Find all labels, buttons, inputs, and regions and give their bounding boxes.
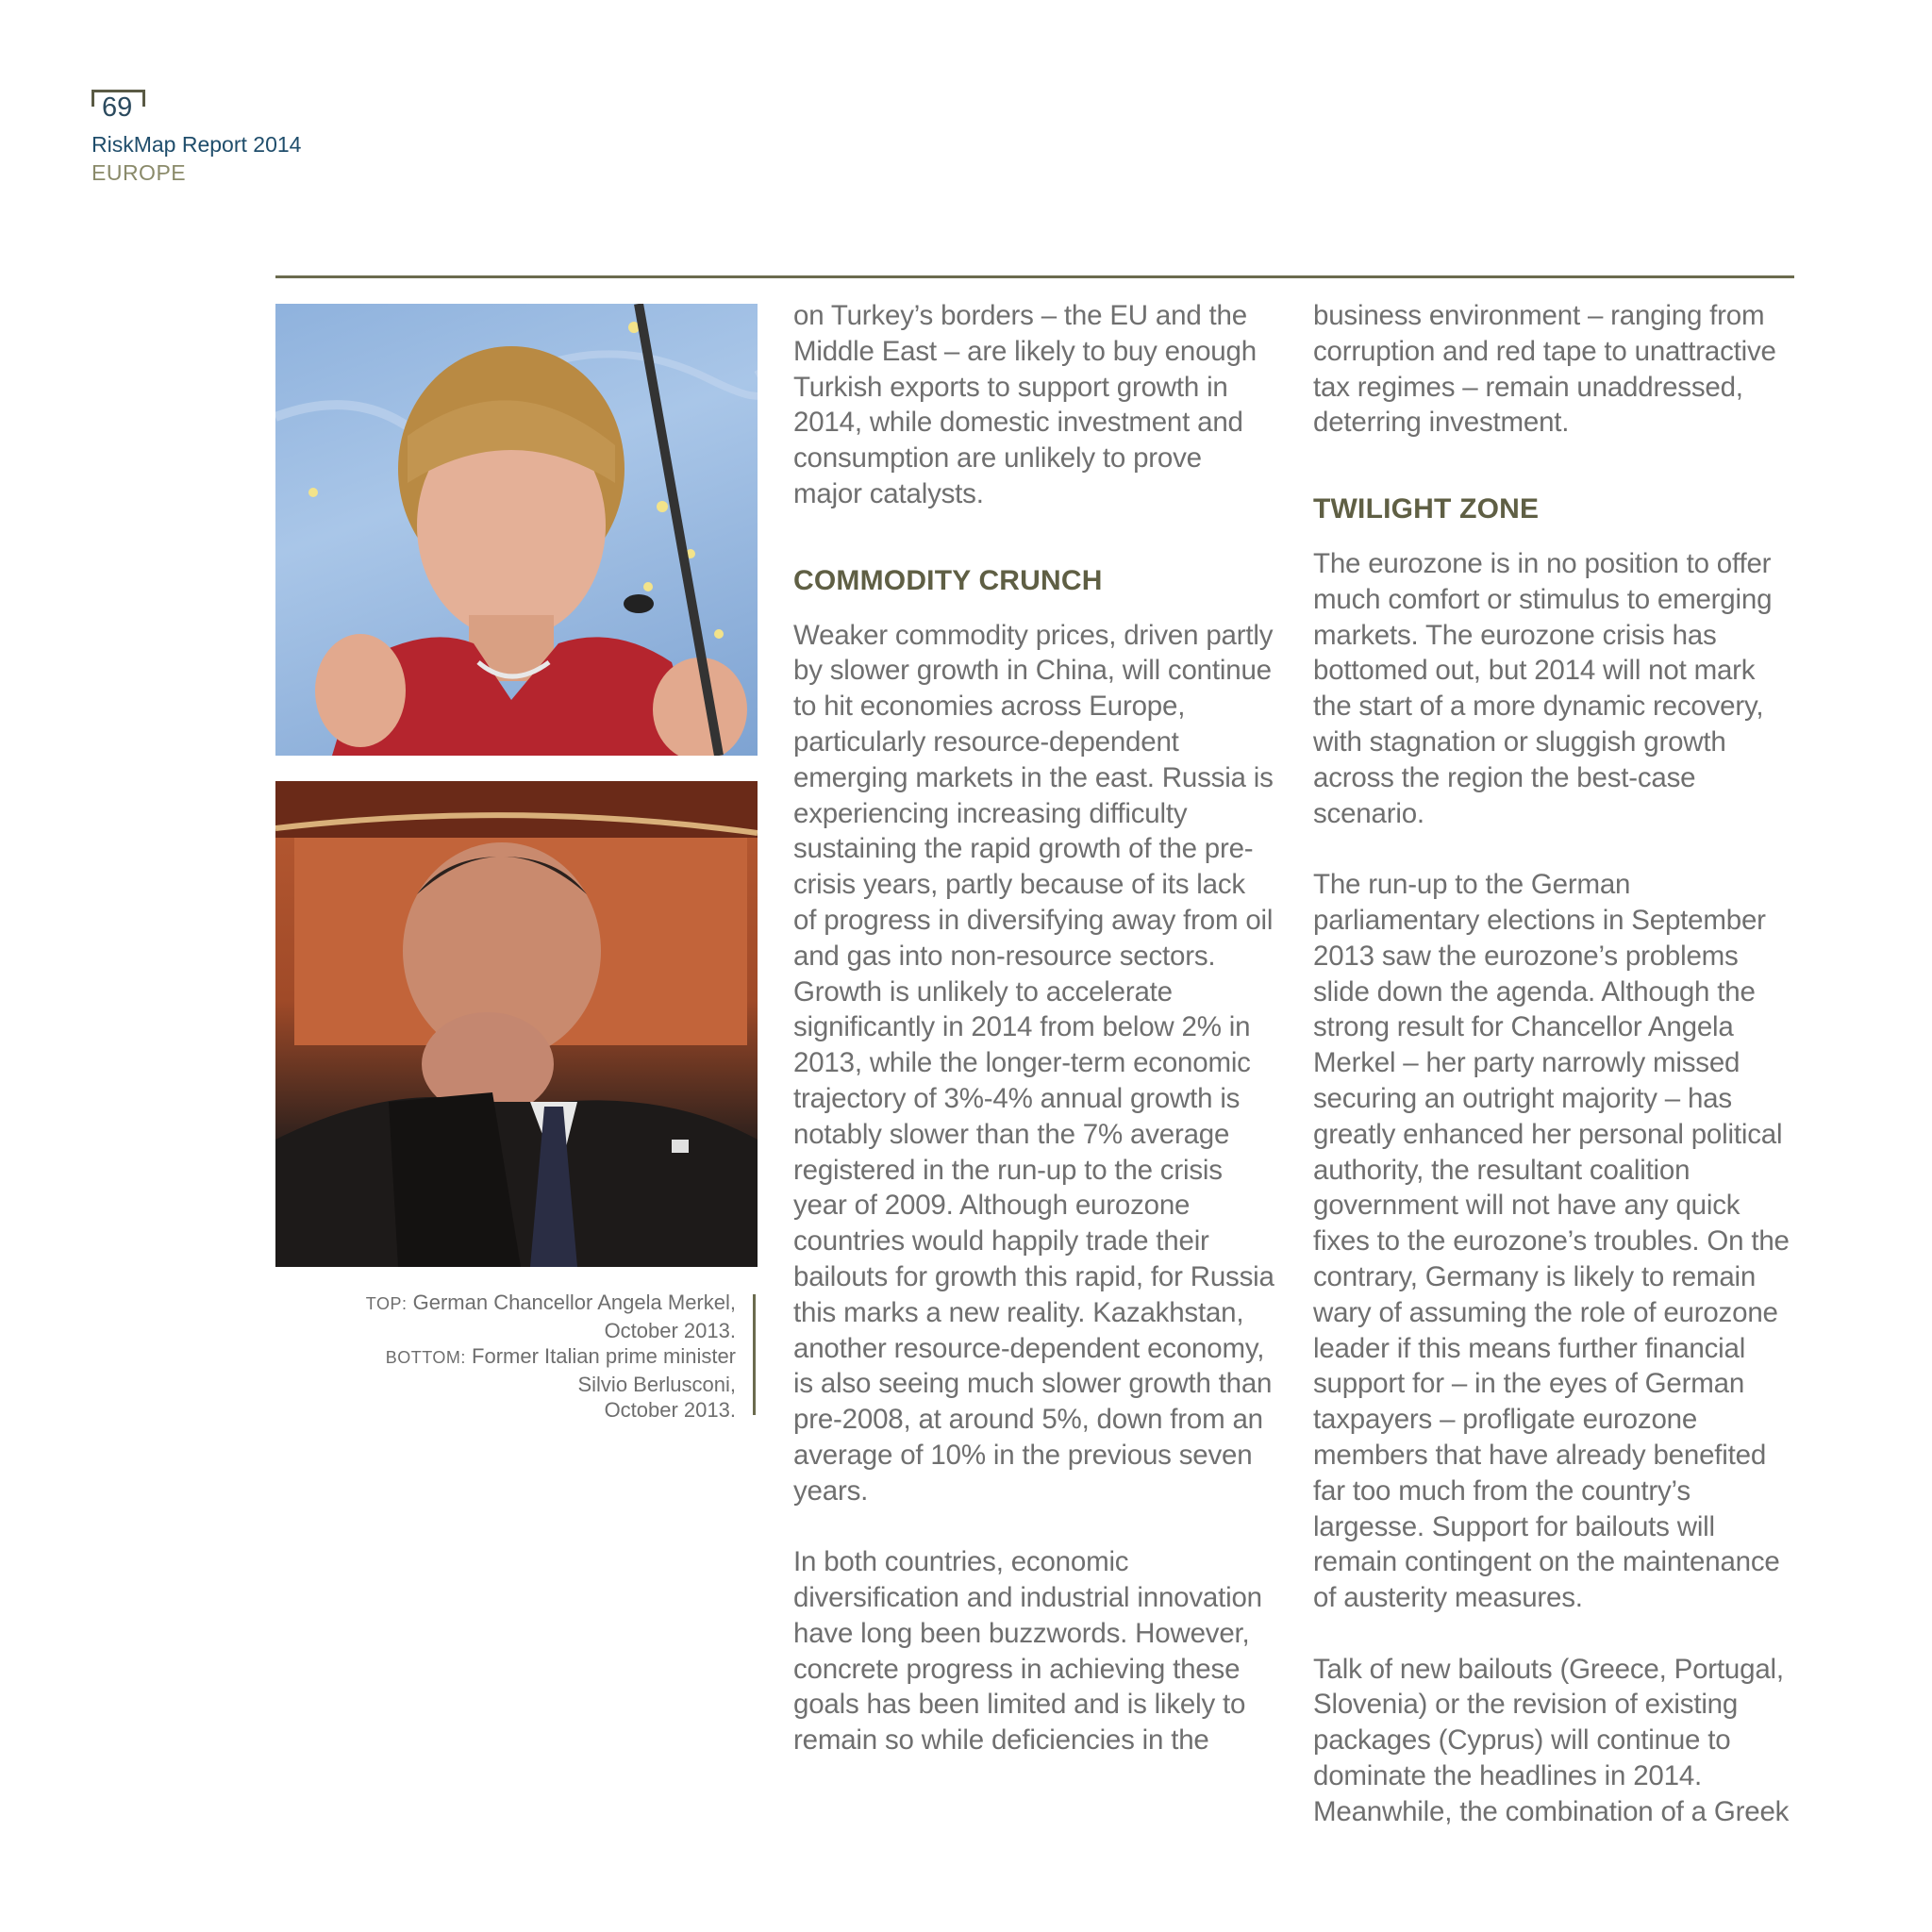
caption-top-line2: October 2013.	[604, 1318, 736, 1342]
caption-bottom-text: Former Italian prime minister	[472, 1344, 736, 1368]
photo-caption	[275, 1290, 736, 1424]
report-title: RiskMap Report 2014	[92, 132, 302, 157]
caption-bottom-line2: Silvio Berlusconi,	[577, 1372, 736, 1396]
col2-paragraph-3: The run-up to the German parliamentary elections in September 2013 saw the eurozone’s problems slide down the agenda. Although the strong result for Chancellor Angela Merkel – her party narrowly missed securing an outright majority – has greatly enhanced her personal political authority, the resultant coalition government will not have any quick fixes to the eurozone’s troubles. On the contrary, Germany is likely to remain wary of assuming the role of eurozone leader if this means further financial support for – in the eyes of German taxpayers – profligate eurozone members that have already benefited far too much from the country’s largesse. Support for bailouts will remain contingent on the maintenance of austerity measures.	[1313, 869, 1790, 1614]
heading-twilight-zone: TWILIGHT ZONE	[1313, 493, 1540, 525]
caption-bottom-line3: October 2013.	[604, 1398, 736, 1422]
caption-bottom-label: BOTTOM:	[385, 1348, 466, 1367]
col1-paragraph-1: on Turkey’s borders – the EU and the Middle East – are likely to buy enough Turkish exports to support growth in 2014, while domestic investment and consumption are unlikely to prove major catalysts.	[793, 300, 1257, 509]
col2-paragraph-1: business environment – ranging from corruption and red tape to unattractive tax regimes – remain unaddressed, deterring investment.	[1313, 300, 1776, 439]
berlusconi-illustration	[275, 781, 758, 1267]
col2-paragraph-2: The eurozone is in no position to offer much comfort or stimulus to emerging markets. The eurozone crisis has bottomed out, but 2014 will not mark the start of a more dynamic recovery, with stagnation or sluggish growth across the region the best-case scenario.	[1313, 547, 1773, 829]
caption-top-line1	[275, 1290, 736, 1318]
top-divider	[275, 275, 1794, 278]
col2-paragraph-4: Talk of new bailouts (Greece, Portugal, Slovenia) or the revision of existing packages (Cyprus) will continue to dominate the headlines in 2014. Meanwhile, the combination of a Greek	[1313, 1653, 1790, 1827]
heading-commodity-crunch: COMMODITY CRUNCH	[793, 564, 1103, 596]
caption-accent-bar	[753, 1294, 756, 1415]
photo-berlusconi	[275, 781, 758, 1267]
text-column-2	[1313, 298, 1794, 1830]
col1-paragraph-2: Weaker commodity prices, driven partly by slower growth in China, will continue to hit economies across Europe, particularly resource-dependent emerging markets in the east. Russia is experiencing increasing difficulty sustaining the rapid growth of the pre-crisis years, partly because of its lack of progress in diversifying away from oil and gas into non-resource sectors. Growth is unlikely to accelerate significantly in 2014 from below 2% in 2013, while the longer-term economic trajectory of 3%-4% annual growth is notably slower than the 7% average registered in the run-up to the crisis year of 2009. Although eurozone countries would happily trade their bailouts for growth this rapid, for Russia this marks a new reality. Kazakhstan, another resource-dependent economy, is also seeing much slower growth than pre-2008, at around 5%, down from an average of 10% in the previous seven years.	[793, 619, 1274, 1507]
caption-top-label: TOP:	[365, 1294, 408, 1313]
section-name: EUROPE	[92, 160, 187, 185]
text-column-1	[793, 298, 1274, 1758]
caption-bottom-line1	[275, 1343, 736, 1372]
photo-merkel	[275, 304, 758, 756]
merkel-illustration	[275, 304, 758, 756]
page-number: 69	[102, 92, 133, 123]
caption-top-text: German Chancellor Angela Merkel,	[412, 1291, 736, 1314]
col1-paragraph-3: In both countries, economic diversification and industrial innovation have long been buzzwords. However, concrete progress in achieving these goals has been limited and is likely to remain so while deficiencies in the	[793, 1546, 1262, 1757]
